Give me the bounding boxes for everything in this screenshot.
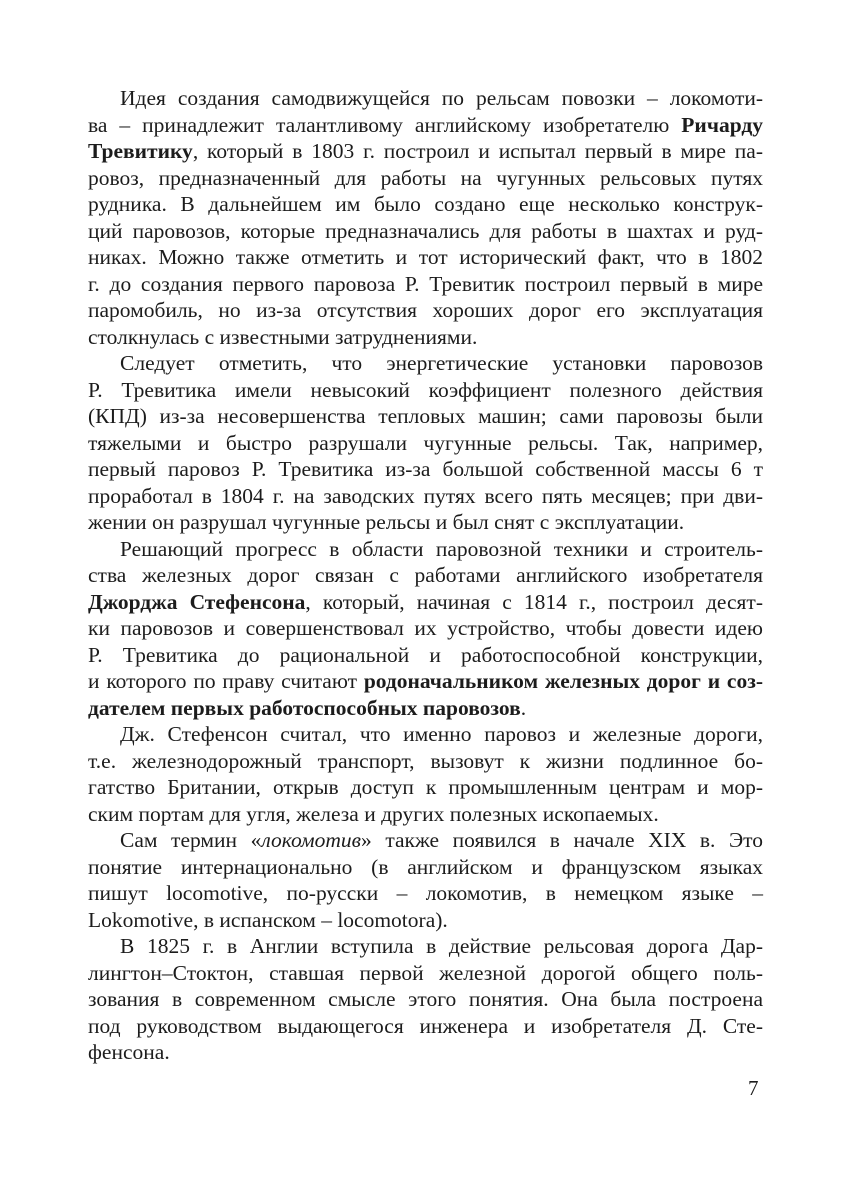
- text-line: [88, 456, 763, 483]
- text-line: [88, 986, 763, 1013]
- text-line: [88, 430, 763, 457]
- text-line: [88, 774, 763, 801]
- text-line: [88, 589, 763, 616]
- text-line: [88, 562, 763, 589]
- text-segment: столкнулась с известными затруднениями.: [88, 324, 478, 349]
- text-line: [88, 827, 763, 854]
- text-segment: тяжелыми и быстро разрушали чугунные рельсы. Так, например,: [88, 430, 763, 455]
- text-segment: рудника. В дальнейшем им было создано еще несколько конструк-: [88, 192, 763, 216]
- text-line: [88, 191, 763, 218]
- text-line: [88, 509, 763, 536]
- text-segment: ки паровозов и совершенствовал их устройство, чтобы довести идею: [88, 616, 763, 640]
- text-segment: никах. Можно также отметить и тот исторический факт, что в 1802: [88, 245, 763, 269]
- text-line: [88, 350, 763, 377]
- page-number: 7: [748, 1076, 759, 1100]
- text-segment: и которого по праву считают: [88, 669, 364, 693]
- italic-text: локомотив: [261, 828, 361, 852]
- paragraph: [88, 933, 763, 1066]
- bold-text: Тревитику: [88, 139, 193, 163]
- body-text: [88, 85, 763, 1066]
- text-line: [88, 642, 763, 669]
- text-segment: Решающий прогресс в области паровозной техники и строитель-: [120, 536, 763, 561]
- paragraph: [88, 827, 763, 933]
- text-segment: ским портам для угля, железа и других полезных ископаемых.: [88, 801, 659, 826]
- text-segment: первый паровоз Р. Тревитика из-за большой собственной массы 6 т: [88, 457, 763, 481]
- text-segment: под руководством выдающегося инженера и изобретателя Д. Сте-: [88, 1013, 763, 1038]
- text-segment: .: [520, 695, 527, 720]
- bold-text: родоначальником железных дорог и соз-: [363, 669, 764, 693]
- text-line: [88, 801, 763, 828]
- text-segment: ровоз, предназначенный для работы на чугунных рельсовых путях: [88, 165, 763, 190]
- text-line: [88, 748, 763, 775]
- text-line: [88, 933, 763, 960]
- text-line: [88, 165, 763, 192]
- paragraph: [88, 85, 763, 350]
- text-segment: Р. Тревитика имели невысокий коэффициент полезного действия: [88, 377, 763, 402]
- text-line: [88, 880, 763, 907]
- text-line: [88, 695, 763, 722]
- text-segment: т.е. железнодорожный транспорт, вызовут к жизни подлинное бо-: [88, 748, 763, 773]
- text-line: [88, 138, 763, 165]
- text-segment: зования в современном смысле этого понятия. Она была построена: [88, 987, 763, 1011]
- text-line: [88, 1013, 763, 1040]
- text-line: [88, 721, 763, 748]
- text-segment: , который в 1803 г. построил и испытал первый в мире па-: [192, 139, 763, 163]
- text-segment: гатство Британии, открыв доступ к промышленным центрам и мор-: [88, 775, 763, 799]
- text-segment: понятие интернационально (в английском и французском языках: [88, 854, 763, 879]
- text-line: [88, 536, 763, 563]
- text-line: [88, 324, 763, 351]
- text-segment: Lokomotive, в испанском – locomotora).: [88, 907, 448, 932]
- text-segment: фенсона.: [88, 1040, 170, 1064]
- text-segment: ций паровозов, которые предназначались для работы в шахтах и руд-: [88, 218, 763, 243]
- text-line: [88, 615, 763, 642]
- text-segment: пишут locomotive, по-русски – локомотив, в немецком языке –: [88, 881, 763, 905]
- text-line: [88, 960, 763, 987]
- text-line: [88, 483, 763, 510]
- text-segment: В 1825 г. в Англии вступила в действие рельсовая дорога Дар-: [120, 934, 763, 958]
- text-line: [88, 854, 763, 881]
- text-segment: (КПД) из-за несовершенства тепловых машин; сами паровозы были: [88, 404, 763, 428]
- paragraph: [88, 721, 763, 827]
- text-segment: лингтон–Стоктон, ставшая первой железной дорогой общего поль-: [88, 960, 763, 985]
- paragraph: [88, 536, 763, 722]
- text-line: [88, 377, 763, 404]
- text-segment: Р. Тревитика до рациональной и работоспособной конструкции,: [88, 642, 763, 667]
- text-segment: Идея создания самодвижущейся по рельсам повозки – локомоти-: [120, 86, 763, 110]
- text-line: [88, 1039, 763, 1066]
- text-segment: ства железных дорог связан с работами английского изобретателя: [88, 563, 763, 587]
- text-line: [88, 218, 763, 245]
- text-segment: Дж. Стефенсон считал, что именно паровоз и железные дороги,: [120, 722, 763, 746]
- text-line: [88, 112, 763, 139]
- text-segment: , который, начиная с 1814 г., построил десят-: [305, 589, 763, 614]
- text-segment: Сам термин «: [120, 828, 262, 852]
- text-segment: жении он разрушал чугунные рельсы и был снят с эксплуатации.: [88, 510, 685, 534]
- bold-text: дателем первых работоспособных паровозов: [88, 695, 521, 720]
- text-line: [88, 403, 763, 430]
- text-line: [88, 271, 763, 298]
- text-line: [88, 907, 763, 934]
- text-segment: ва – принадлежит талантливому английскому изобретателю: [88, 112, 682, 137]
- text-line: [88, 668, 763, 695]
- text-line: [88, 244, 763, 271]
- text-segment: паромобиль, но из-за отсутствия хороших дорог его эксплуатация: [88, 298, 763, 322]
- text-line: [88, 297, 763, 324]
- bold-text: Ричарду: [681, 112, 763, 137]
- text-segment: проработал в 1804 г. на заводских путях всего пять месяцев; при дви-: [88, 483, 763, 508]
- text-segment: Следует отметить, что энергетические установки паровозов: [120, 351, 763, 375]
- text-line: [88, 85, 763, 112]
- text-segment: г. до создания первого паровоза Р. Тревитик построил первый в мире: [88, 271, 763, 296]
- text-segment: » также появился в начале XIX в. Это: [361, 828, 764, 852]
- bold-text: Джорджа Стефенсона: [88, 589, 306, 614]
- paragraph: [88, 350, 763, 536]
